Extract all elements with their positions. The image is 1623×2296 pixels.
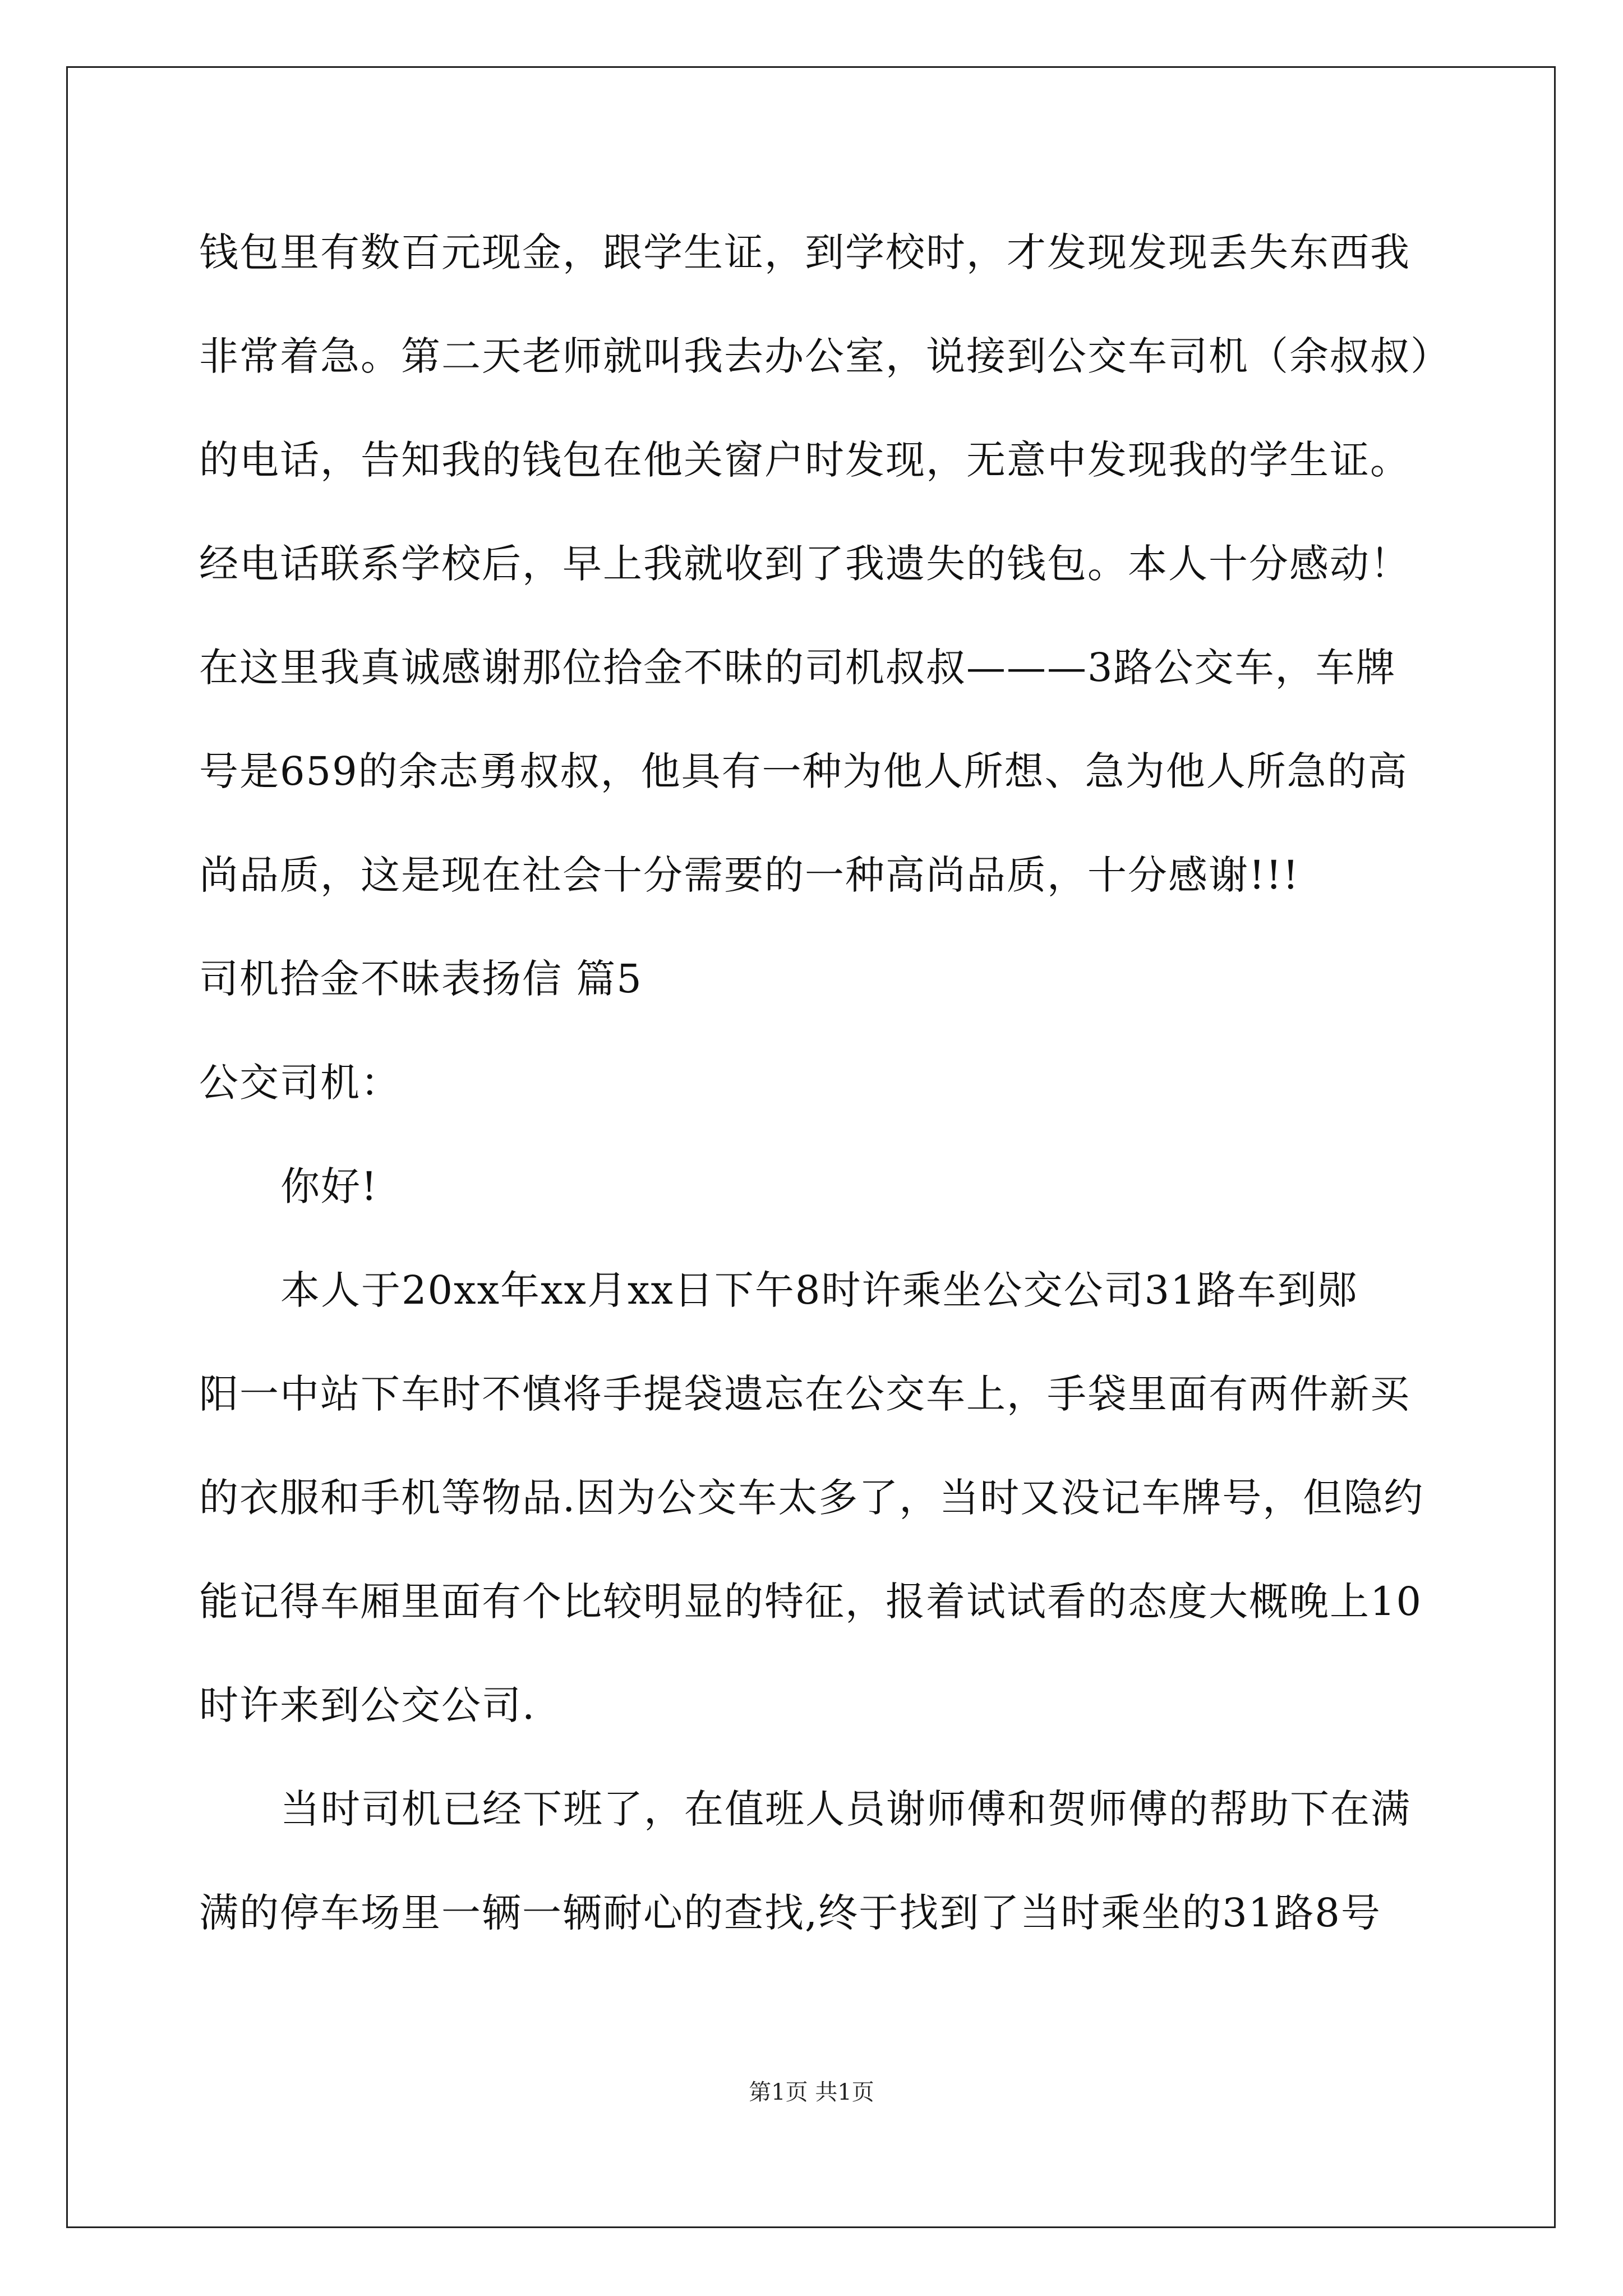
greeting: 你好! xyxy=(280,1163,379,1209)
body-line-2: 非常着急。第二天老师就叫我去办公室，说接到公交车司机（余叔叔） xyxy=(199,333,1451,379)
body-line-6: 号是659的余志勇叔叔，他具有一种为他人所想、急为他人所急的高 xyxy=(199,748,1408,794)
body-line-11: 能记得车厢里面有个比较明显的特征，报着试试看的态度大概晚上10 xyxy=(199,1579,1423,1625)
salutation: 公交司机： xyxy=(199,1060,401,1106)
body-line-5: 在这里我真诚感谢那位拾金不昧的司机叔叔———3路公交车，车牌 xyxy=(199,645,1396,691)
section-heading: 司机拾金不昧表扬信 篇5 xyxy=(199,956,643,1002)
body-line-12: 时许来到公交公司. xyxy=(199,1682,536,1728)
body-line-7: 尚品质，这是现在社会十分需要的一种高尚品质，十分感谢!!! xyxy=(199,852,1300,898)
body-line-8: 本人于20xx年xx月xx日下午8时许乘坐公交公司31路车到郧 xyxy=(280,1267,1358,1313)
page-number-footer: 第1页 共1页 xyxy=(749,2079,874,2105)
body-line-3: 的电话，告知我的钱包在他关窗户时发现，无意中发现我的学生证。 xyxy=(199,437,1410,483)
body-line-13: 当时司机已经下班了，在值班人员谢师傅和贺师傅的帮助下在满 xyxy=(280,1786,1411,1832)
body-line-1: 钱包里有数百元现金，跟学生证，到学校时，才发现发现丢失东西我 xyxy=(199,229,1410,275)
body-line-14: 满的停车场里一辆一辆耐心的查找,终于找到了当时乘坐的31路8号 xyxy=(199,1890,1381,1936)
body-line-9: 阳一中站下车时不慎将手提袋遗忘在公交车上，手袋里面有两件新买 xyxy=(199,1371,1410,1417)
body-line-4: 经电话联系学校后，早上我就收到了我遗失的钱包。本人十分感动！ xyxy=(199,541,1410,587)
body-line-10: 的衣服和手机等物品.因为公交车太多了，当时又没记车牌号，但隐约 xyxy=(199,1475,1424,1521)
